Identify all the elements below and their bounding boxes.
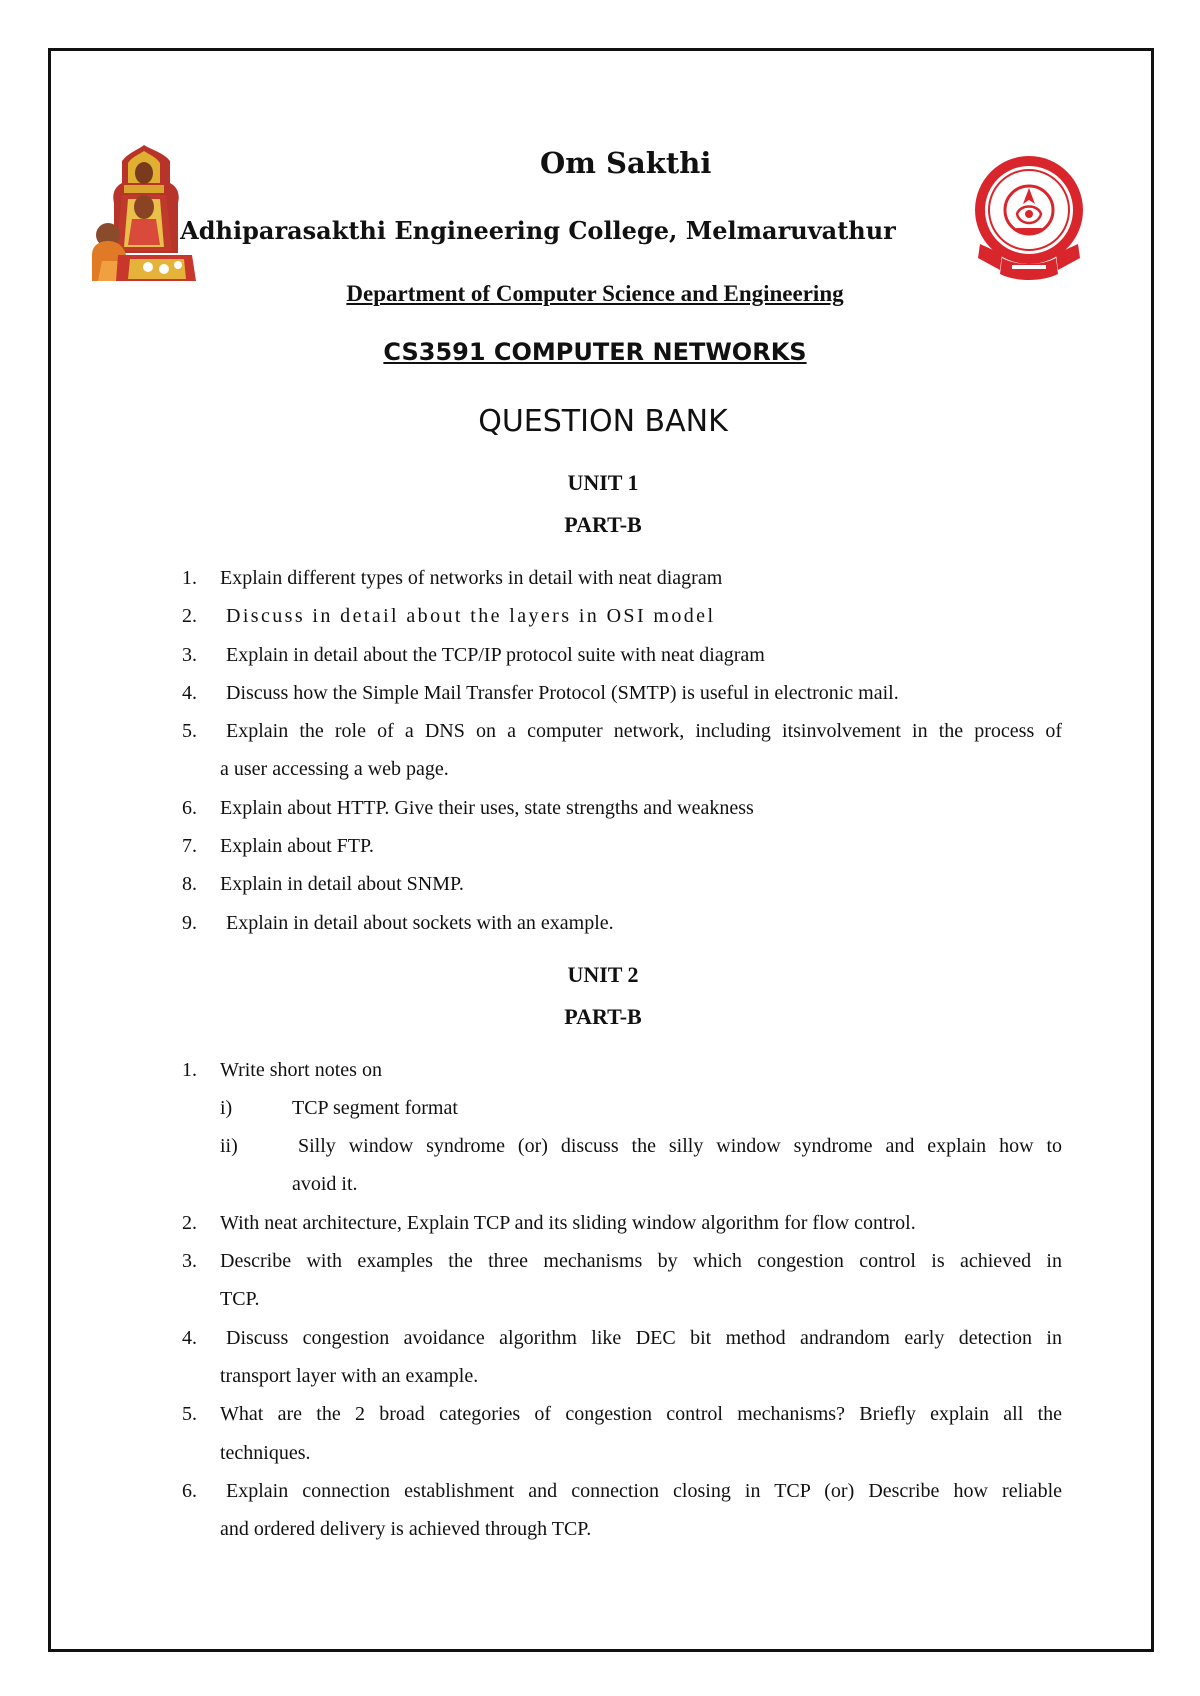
question-text: Explain about FTP. <box>220 835 374 857</box>
question-text: Discuss congestion avoidance algorithm like DEC bit method andrandom early detection in <box>226 1327 1062 1349</box>
question-text: Discuss how the Simple Mail Transfer Protocol (SMTP) is useful in electronic mail. <box>226 682 899 704</box>
question-number: 2. <box>182 605 197 627</box>
question-text-continuation: techniques. <box>220 1442 311 1464</box>
temple-deity-logo <box>88 143 200 281</box>
department-name: Department of Computer Science and Engineering <box>346 281 844 306</box>
question-number: 6. <box>182 797 197 819</box>
question-text: Explain different types of networks in detail with neat diagram <box>220 567 723 589</box>
college-name: Adhiparasakthi Engineering College, Melmaruvathur <box>180 216 896 245</box>
question-text-continuation: and ordered delivery is achieved through TCP. <box>220 1518 592 1540</box>
question-text-continuation: transport layer with an example. <box>220 1365 479 1387</box>
sub-question-number: i) <box>220 1097 233 1119</box>
question-text: With neat architecture, Explain TCP and its sliding window algorithm for flow control. <box>220 1212 916 1234</box>
question-number: 7. <box>182 835 197 857</box>
header-title: Om Sakthi <box>540 146 712 180</box>
course-title: CS3591 COMPUTER NETWORKS <box>383 338 807 366</box>
question-text-continuation: TCP. <box>220 1288 260 1310</box>
question-number: 4. <box>182 1327 197 1349</box>
question-text: Explain in detail about sockets with an example. <box>226 912 614 934</box>
sub-question-text: Silly window syndrome (or) discuss the silly window syndrome and explain how to <box>298 1135 1062 1157</box>
question-number: 5. <box>182 1403 197 1425</box>
question-text: Write short notes on <box>220 1059 382 1081</box>
question-number: 2. <box>182 1212 197 1234</box>
question-number: 8. <box>182 873 197 895</box>
question-text-continuation: a user accessing a web page. <box>220 758 449 780</box>
question-number: 1. <box>182 1059 197 1081</box>
unit2-part-label: PART-B <box>564 1004 642 1029</box>
sub-question-number: ii) <box>220 1135 238 1157</box>
question-text: Explain the role of a DNS on a computer network, including itsinvolvement in the process of <box>226 720 1062 742</box>
question-number: 3. <box>182 644 197 666</box>
question-text: Explain in detail about the TCP/IP protocol suite with neat diagram <box>226 644 765 666</box>
document-title: QUESTION BANK <box>478 404 728 439</box>
question-text: Discuss in detail about the layers in OSI model <box>226 605 716 627</box>
question-text: Describe with examples the three mechanisms by which congestion control is achieved in <box>220 1250 1062 1272</box>
question-number: 1. <box>182 567 197 589</box>
sub-question-text: TCP segment format <box>292 1097 458 1119</box>
question-number: 9. <box>182 912 197 934</box>
sub-question-text-continuation: avoid it. <box>292 1173 358 1195</box>
question-number: 6. <box>182 1480 197 1502</box>
question-number: 4. <box>182 682 197 704</box>
unit1-label: UNIT 1 <box>567 470 639 495</box>
question-text: Explain in detail about SNMP. <box>220 873 464 895</box>
question-number: 3. <box>182 1250 197 1272</box>
unit2-label: UNIT 2 <box>567 962 639 987</box>
question-text: What are the 2 broad categories of congestion control mechanisms? Briefly explain all the <box>220 1403 1062 1425</box>
college-seal-logo <box>972 148 1086 282</box>
question-number: 5. <box>182 720 197 742</box>
question-text: Explain about HTTP. Give their uses, state strengths and weakness <box>220 797 754 819</box>
question-text: Explain connection establishment and connection closing in TCP (or) Describe how reliable <box>226 1480 1062 1502</box>
unit1-part-label: PART-B <box>564 512 642 537</box>
